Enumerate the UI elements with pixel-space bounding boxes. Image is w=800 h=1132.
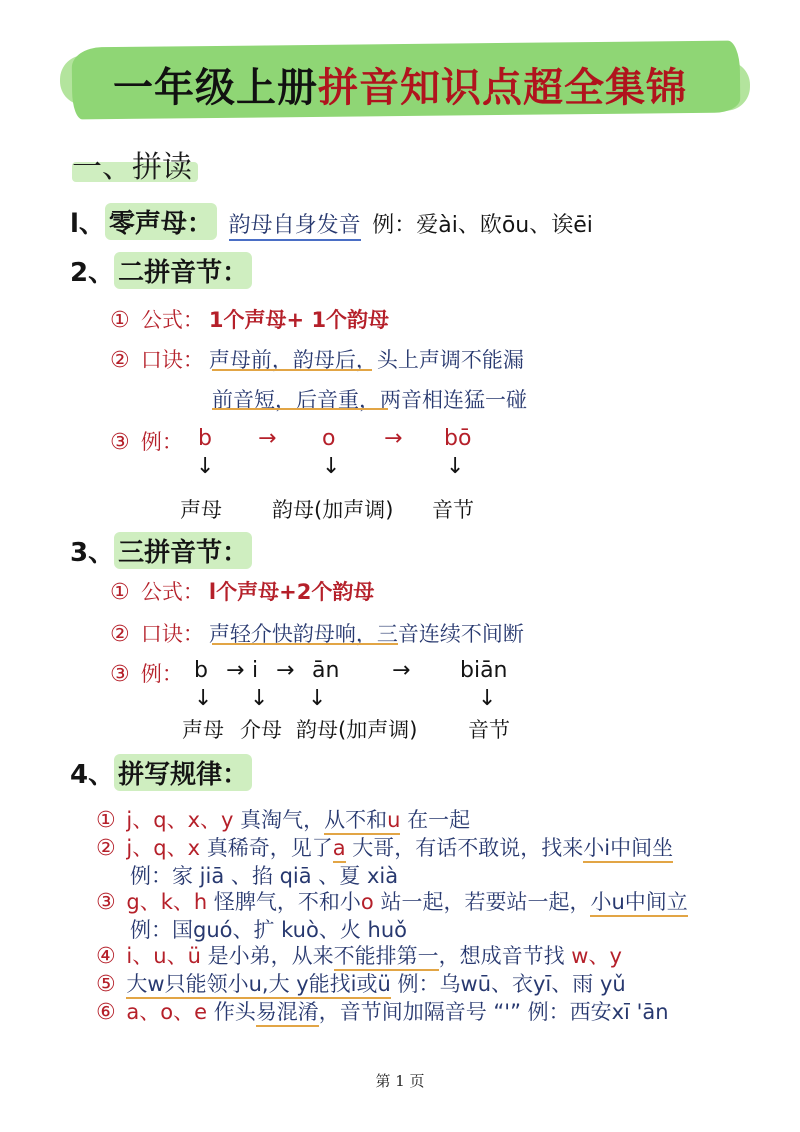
s3-example-label: 例： (140, 662, 183, 686)
rule-6-text: 作头 (207, 1000, 256, 1024)
rule-6-text2: ，音节间加隔音号 “'” 例：西安xī 'ān (318, 1000, 669, 1024)
rule-6-letters: a、o、e (126, 1000, 208, 1024)
s4-number: 4、 (70, 760, 115, 790)
s3-ex-arrow1: → (226, 658, 245, 683)
s2-number: 2、 (70, 258, 115, 288)
rule-6-emph: 易混淆 (256, 1000, 319, 1027)
rule-4-text2: ，想成音节找 (438, 944, 572, 968)
s3-mnemonic-underline (212, 643, 398, 645)
s2-ex-arrow2: → (384, 426, 403, 451)
s3-label: 三拼音节： (114, 532, 252, 569)
rule-6 (96, 996, 669, 1026)
title-part1: 一年级上册 (113, 65, 318, 111)
s4-heading (70, 754, 252, 791)
s3-ex-arrow3: → (392, 658, 411, 683)
s2-label-yinjie: 音节 (432, 498, 474, 522)
rule-4-emph: 不能排第一 (334, 944, 439, 971)
s3-arrow-down-3: ↓ (308, 686, 327, 711)
s3-number: 3、 (70, 538, 115, 568)
s2-label-shengmu: 声母 (180, 498, 222, 522)
heading-text: 一、拼读 (72, 150, 192, 185)
s2-formula: 1个声母+ 1个韵母 (208, 308, 390, 332)
s2-arrow-down-3: ↓ (446, 454, 465, 479)
s2-label-yunmu: 韵母(加声调) (272, 498, 394, 522)
s3-mnemonic-mark: ② (110, 622, 130, 647)
s3-ex-b: b (194, 658, 208, 683)
s3-ex-an: ān (312, 658, 340, 683)
s2-ex-arrow1: → (258, 426, 277, 451)
rule-4-wy: w、y (571, 944, 622, 968)
rule-6-mark: ⑥ (96, 1000, 116, 1025)
s2-arrow-down-1: ↓ (196, 454, 215, 479)
rule-5 (96, 968, 626, 998)
page-title (0, 56, 800, 113)
s2-formula-row (110, 304, 389, 334)
s3-mnemonic: 声轻介快韵母响，三音连续不间断 (208, 622, 524, 646)
s2-label: 二拼音节： (114, 252, 252, 289)
rule-5-emph: 大w只能领小u,大 y能找i或ü (126, 972, 390, 999)
rule-3-emph: 小u中间立 (590, 890, 687, 917)
rule-2-a: a (333, 836, 346, 863)
rule-5-example: 例：乌wū、衣yī、雨 yǔ (390, 972, 626, 996)
s3-arrow-down-2: ↓ (250, 686, 269, 711)
section-heading (72, 142, 192, 186)
s1-example: 例：爱ài、欧ōu、诶ēi (372, 213, 593, 238)
page-number: 第 1 页 (375, 1072, 425, 1090)
s3-arrow-down-4: ↓ (478, 686, 497, 711)
rule-2 (96, 832, 673, 862)
s3-formula: l个声母+2个韵母 (208, 580, 375, 604)
rule-1-mark: ① (96, 808, 116, 833)
rule-4-mark: ④ (96, 944, 116, 969)
rule-2-example: 例：家 jiā 、掐 qiā 、夏 xià (130, 864, 399, 888)
title-part2: 拼音知识点超全集锦 (318, 65, 687, 111)
s2-mnemonic-mark: ② (110, 348, 130, 373)
s2-mnemonic-underline1 (212, 368, 372, 371)
s2-example-label: 例： (140, 430, 183, 454)
rule-1-letters: j、q、x、y (126, 808, 234, 832)
s4-label: 拼写规律： (114, 754, 252, 791)
s2-mnemonic-line1: 声母前，韵母后，头上声调不能漏 (208, 348, 524, 372)
s3-example-mark: ③ (110, 662, 130, 687)
rule-3-example: 例：国guó、扩 kuò、火 huǒ (130, 918, 407, 942)
rule-1-emph: 从不和 (324, 808, 387, 835)
s1-desc: 韵母自身发音 (229, 213, 361, 241)
rule-2-mark: ② (96, 836, 116, 861)
rule-4-letters: i、u、ü (126, 944, 201, 968)
rule-3 (96, 886, 688, 916)
s2-heading (70, 252, 252, 289)
rule-1-end: 在一起 (400, 808, 471, 832)
s3-formula-label: 公式： (140, 580, 204, 604)
rule-3-mark: ③ (96, 890, 116, 915)
s2-ex-b: b (198, 426, 212, 451)
s3-formula-mark: ① (110, 580, 130, 605)
s3-ex-i: i (252, 658, 259, 683)
s3-label-shengmu: 声母 (182, 718, 224, 742)
s3-ex-bian: biān (460, 658, 508, 683)
s2-example-mark: ③ (110, 430, 130, 455)
s2-formula-mark: ① (110, 308, 130, 333)
s1-row (70, 203, 593, 240)
rule-3-text2: 站一起，若要站一起， (373, 890, 591, 914)
rule-3-text: 怪脾气，不和小 (207, 890, 361, 914)
rule-5-mark: ⑤ (96, 972, 116, 997)
s2-mnemonic-underline2 (212, 408, 388, 410)
s1-label: 零声母： (105, 203, 217, 240)
s3-formula-row (110, 576, 374, 606)
rule-2-emph: 小i中间坐 (583, 836, 673, 863)
s2-ex-o: o (322, 426, 336, 451)
rule-1 (96, 804, 470, 834)
s3-arrow-down-1: ↓ (194, 686, 213, 711)
s3-mnemonic-label: 口诀： (140, 622, 204, 646)
s3-example-row (110, 658, 183, 688)
rule-4 (96, 940, 622, 970)
s2-example-row (110, 426, 183, 456)
s2-mnemonic-line2: 前音短，后音重，两音相连猛一碰 (212, 388, 527, 412)
s3-label-yinjie: 音节 (468, 718, 510, 742)
s3-label-jiemu: 介母 (240, 718, 282, 742)
rule-1-u: u (387, 808, 400, 835)
rule-4-text: 是小弟，从来 (200, 944, 334, 968)
s3-ex-arrow2: → (276, 658, 295, 683)
s2-formula-label: 公式： (140, 308, 204, 332)
s1-number: l、 (70, 209, 105, 239)
s3-label-yunmu: 韵母(加声调) (296, 718, 418, 742)
rule-3-letters: g、k、h (126, 890, 208, 914)
s3-heading (70, 532, 252, 569)
rule-3-o: o (360, 890, 374, 914)
s2-ex-bo: bō (444, 426, 472, 451)
rule-2-text: 真稀奇，见了 (200, 836, 333, 860)
s2-mnemonic-label: 口诀： (140, 348, 204, 372)
rule-1-text: 真淘气， (233, 808, 325, 832)
rule-2-text2: 大哥，有话不敢说，找来 (345, 836, 584, 860)
rule-2-letters: j、q、x (126, 836, 201, 860)
s2-arrow-down-2: ↓ (322, 454, 341, 479)
